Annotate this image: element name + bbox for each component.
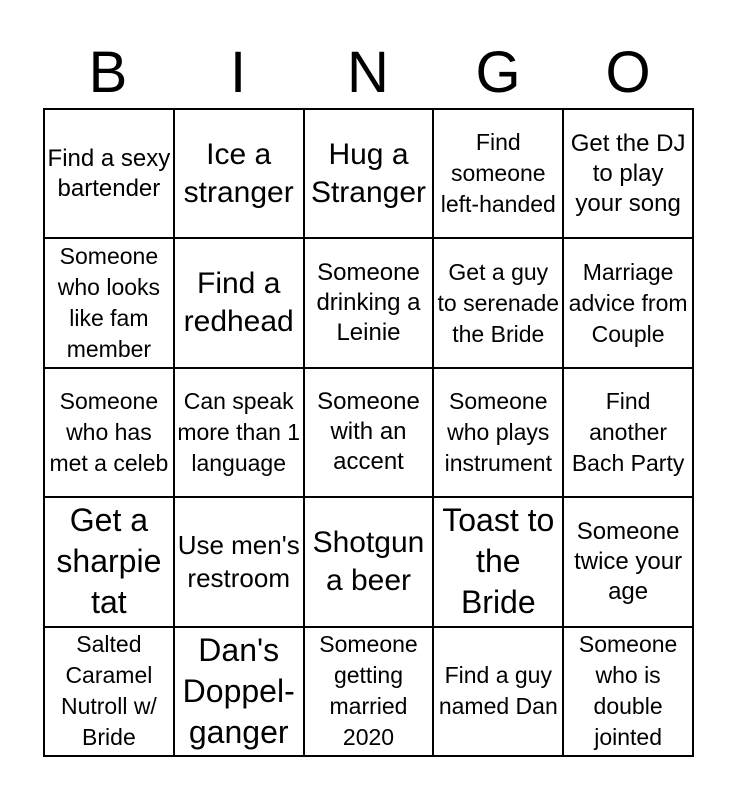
- cell-text: Toast to the Bride: [442, 502, 555, 621]
- bingo-cell[interactable]: [564, 239, 694, 368]
- cell-text: Someone who has met a celeb: [49, 387, 169, 476]
- cell-text: Someone with an accent: [317, 388, 420, 476]
- header-letter-g: G: [475, 40, 521, 105]
- cell-text: Find someone left-handed: [440, 129, 556, 218]
- cell-text: Get a sharpie tat: [56, 502, 162, 621]
- bingo-cell[interactable]: [45, 110, 175, 239]
- cell-text: Someone twice your age: [574, 517, 683, 605]
- bingo-cell[interactable]: [305, 239, 435, 368]
- cell-text: Shotgun a beer: [312, 525, 425, 597]
- header-letter-n: N: [347, 40, 389, 105]
- cell-text: Someone who is double jointed: [578, 631, 678, 751]
- cell-text: Salted Caramel Nutroll w/ Bride: [60, 631, 157, 751]
- cell-text: Find a sexy bartender: [47, 144, 171, 202]
- bingo-header: [43, 38, 693, 108]
- bingo-cell[interactable]: [564, 369, 694, 498]
- cell-text: Someone drinking a Leinie: [316, 259, 421, 347]
- cell-text: Use men's restroom: [177, 529, 300, 593]
- bingo-cell[interactable]: [434, 628, 564, 757]
- cell-text: Can speak more than 1 language: [177, 387, 301, 476]
- cell-text: Hug a Stranger: [310, 137, 427, 209]
- bingo-cell[interactable]: [175, 239, 305, 368]
- bingo-cell[interactable]: [305, 110, 435, 239]
- bingo-cell[interactable]: [175, 498, 305, 627]
- bingo-cell[interactable]: [434, 369, 564, 498]
- cell-text: Someone who plays instrument: [444, 387, 552, 476]
- header-letter-i: I: [229, 40, 247, 105]
- bingo-cell[interactable]: [45, 239, 175, 368]
- bingo-board: [43, 108, 694, 757]
- cell-text: Get the DJ to play your song: [570, 129, 686, 217]
- bingo-cell[interactable]: [305, 628, 435, 757]
- bingo-cell[interactable]: [305, 369, 435, 498]
- cell-text: Get a guy to serenade the Bride: [437, 258, 560, 347]
- bingo-cell[interactable]: [45, 498, 175, 627]
- bingo-cell[interactable]: [564, 498, 694, 627]
- cell-text: Someone who looks like fam member: [57, 243, 161, 363]
- bingo-cell[interactable]: [564, 110, 694, 239]
- header-letter-o: O: [605, 40, 651, 105]
- bingo-cell[interactable]: [434, 498, 564, 627]
- header-letter-b: B: [88, 40, 128, 105]
- cell-text: Find a redhead: [183, 267, 294, 339]
- cell-text: Find another Bach Party: [571, 387, 685, 476]
- bingo-cell[interactable]: [434, 239, 564, 368]
- cell-text: Ice a stranger: [183, 137, 294, 209]
- cell-text: Someone getting married 2020: [319, 631, 418, 751]
- bingo-cell[interactable]: [175, 369, 305, 498]
- bingo-cell[interactable]: [45, 369, 175, 498]
- bingo-cell[interactable]: [175, 628, 305, 757]
- bingo-cell[interactable]: [45, 628, 175, 757]
- bingo-cell[interactable]: [434, 110, 564, 239]
- bingo-cell[interactable]: [305, 498, 435, 627]
- cell-text: Marriage advice from Couple: [568, 258, 688, 347]
- bingo-cell[interactable]: [175, 110, 305, 239]
- cell-text: Find a guy named Dan: [438, 662, 558, 720]
- bingo-cell[interactable]: [564, 628, 694, 757]
- cell-text: Dan's Doppel-ganger: [182, 631, 295, 750]
